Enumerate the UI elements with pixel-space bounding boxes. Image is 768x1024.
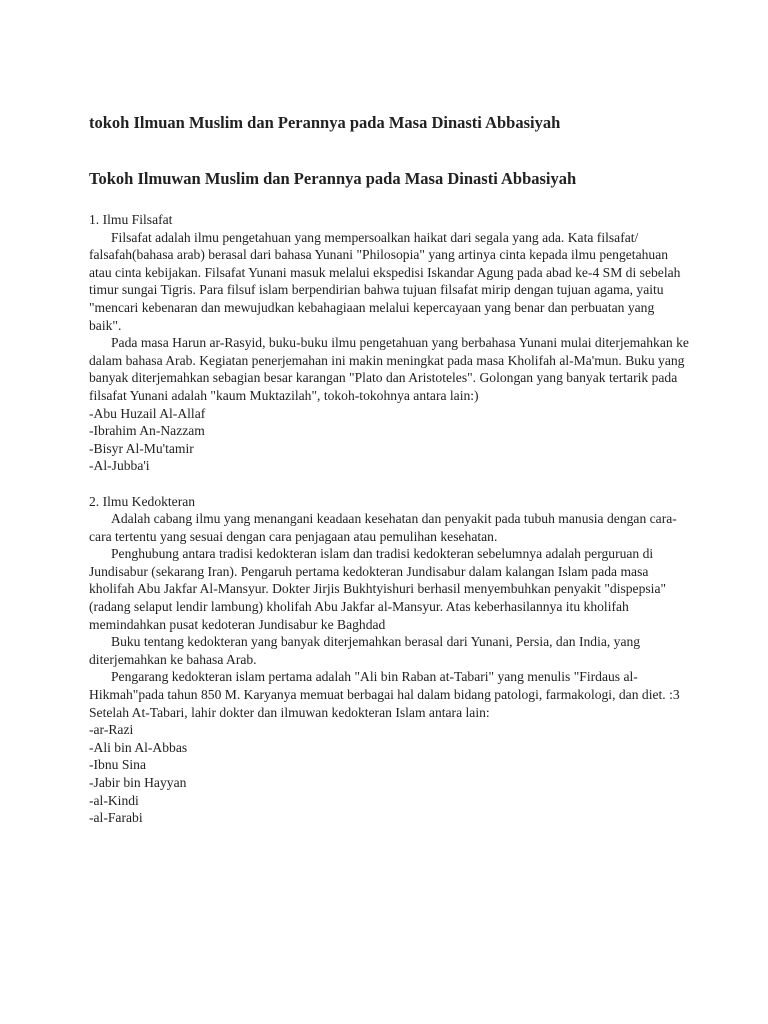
list-item: -Al-Jubba'i — [89, 458, 150, 474]
section-heading: 1. Ilmu Filsafat — [89, 212, 173, 227]
list-item: -Jabir bin Hayyan — [89, 775, 187, 790]
document-subtitle: Tokoh Ilmuwan Muslim dan Perannya pada Masa Dinasti Abbasiyah — [89, 169, 577, 188]
paragraph: Pengarang kedokteran islam pertama adalah "Ali bin Raban at-Tabari" yang menulis "Firdaus al-Hikmah"pada tahun 850 M. Karyanya memuat berbagai hal dalam bidang patologi, farmakologi, dan diet. :3 — [89, 669, 680, 703]
paragraph: Adalah cabang ilmu yang menangani keadaan kesehatan dan penyakit pada tubuh manusia dengan cara-cara tertentu yang sesuai dengan cara penjagaan atau pemulihan kesehatan. — [89, 511, 677, 544]
paragraph: Setelah At-Tabari, lahir dokter dan ilmuwan kedokteran Islam antara lain: — [89, 704, 490, 720]
section-heading: 2. Ilmu Kedokteran — [89, 493, 196, 509]
list-item: -Ibnu Sina — [89, 757, 147, 773]
paragraph: Penghubung antara tradisi kedokteran islam dan tradisi kedokteran sebelumnya adalah perguruan di Jundisabur (sekarang Iran). Pengaruh pertama kedokteran Jundisabur dalam kalangan Islam pada masa kholifah Abu Jakfar Al-Mansyur. Dokter Jirjis Bukhtyishuri berhasil menyembuhkan penyakit "dispepsia" (radang selaput lendir lambung) kholifah Abu Jakfar al-Mansyur. Atas keberhasilannya itu kholifah memindahkan pusat kedoteran Jundisabur ke Baghdad — [89, 546, 667, 632]
spacer — [89, 475, 689, 493]
list-item: -al-Farabi — [89, 810, 143, 826]
list-item: -al-Kindi — [89, 792, 139, 808]
document-body — [89, 211, 689, 827]
document-title: tokoh Ilmuan Muslim dan Perannya pada Masa Dinasti Abbasiyah — [89, 113, 561, 132]
paragraph: Pada masa Harun ar-Rasyid, buku-buku ilmu pengetahuan yang berbahasa Yunani mulai diterjemahkan ke dalam bahasa Arab. Kegiatan penerjemahan ini makin meningkat pada masa Kholifah al-Ma'mun. Buku yang banyak diterjemahkan sebagian besar karangan "Plato dan Aristoteles". Golongan yang banyak tertarik pada filsafat Yunani adalah "kaum Muktazilah", tokoh-tokohnya antara lain:) — [89, 335, 689, 403]
list-item: -Ibrahim An-Nazzam — [89, 423, 205, 439]
paragraph: Filsafat adalah ilmu pengetahuan yang mempersoalkan haikat dari segala yang ada. Kata filsafat/ falsafah(bahasa arab) berasal dari bahasa Yunani "Philosopia" yang artinya cinta kepada ilmu pengetahuan atau cinta kebijakan. Filsafat Yunani masuk melalui ekspedisi Iskandar Agung pada abad ke-4 SM di sebelah timur sungai Tigris. Para filsuf islam berpendirian bahwa tujuan filsafat mirip dengan tujuan agama, yaitu "mencari kebenaran dan mewujudkan kebahagiaan melalui kepercayaan yang benar dan perbuatan yang baik". — [89, 229, 681, 333]
list-item: -Ali bin Al-Abbas — [89, 739, 188, 755]
list-item: -Abu Huzail Al-Allaf — [89, 405, 206, 421]
list-item: -ar-Razi — [89, 722, 134, 738]
section-ilmu-kedokteran — [89, 493, 689, 827]
paragraph: Buku tentang kedokteran yang banyak diterjemahkan berasal dari Yunani, Persia, dan India, yang diterjemahkan ke bahasa Arab. — [89, 634, 641, 667]
list-item: -Bisyr Al-Mu'tamir — [89, 440, 194, 456]
section-ilmu-filsafat — [89, 211, 689, 475]
